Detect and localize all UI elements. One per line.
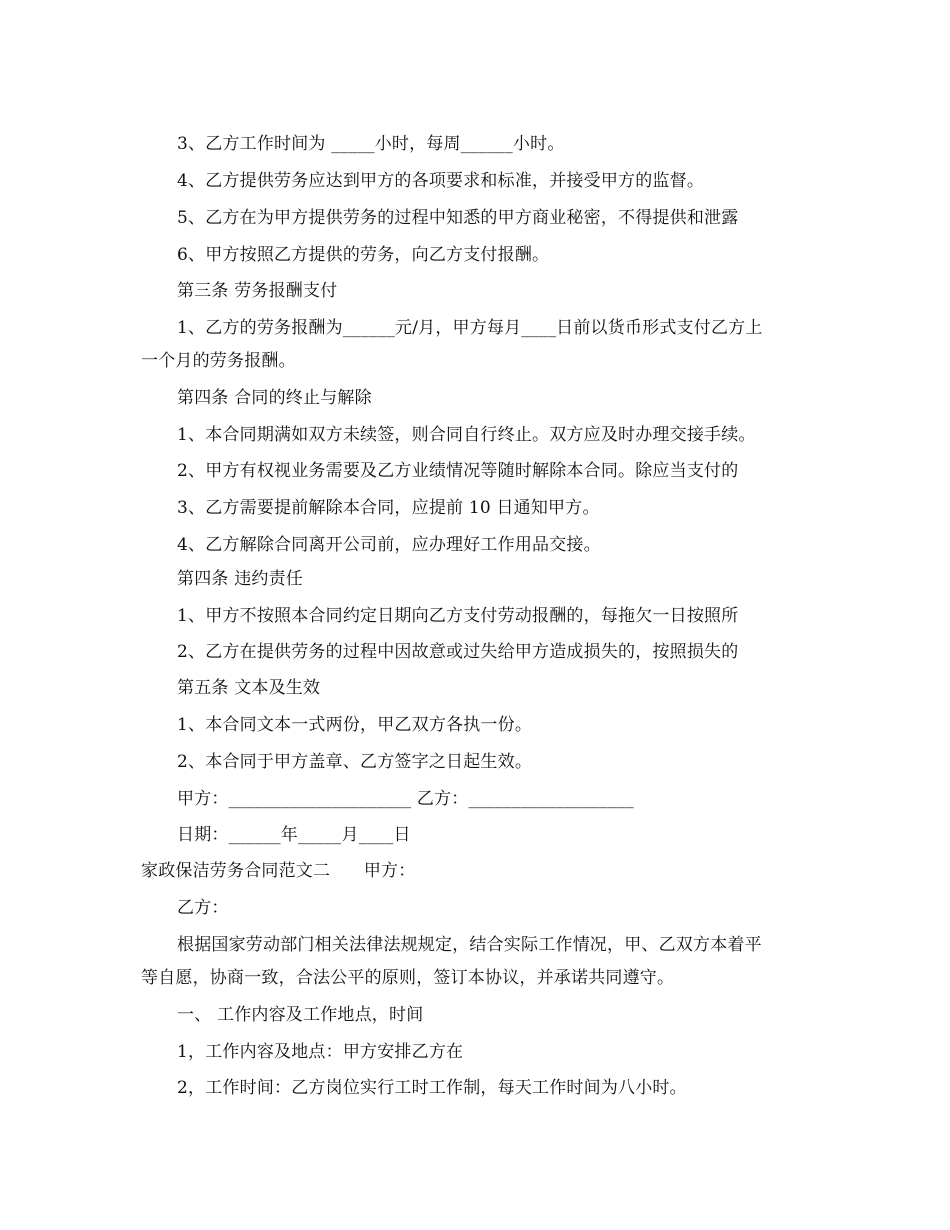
clause-handover: 4、乙方解除合同离开公司前，应办理好工作用品交接。 bbox=[177, 535, 601, 555]
clause-damages: 2、乙方在提供劳务的过程中因故意或过失给甲方造成损失的，按照损失的 bbox=[177, 642, 739, 662]
clause-work-location: 1，工作内容及地点：甲方安排乙方在 bbox=[177, 1042, 464, 1062]
clause-confidentiality: 5、乙方在为甲方提供劳务的过程中知悉的甲方商业秘密，不得提供和泄露 bbox=[177, 208, 739, 228]
clause-working-time: 2，工作时间：乙方岗位实行工时工作制，每天工作时间为八小时。 bbox=[177, 1078, 687, 1098]
clause-termination-by-a: 2、甲方有权视业务需要及乙方业绩情况等随时解除本合同。除应当支付的 bbox=[177, 461, 739, 481]
clause-remuneration: 1、乙方的劳务报酬为______元/月，甲方每月____日前以货币形式支付乙方上 bbox=[177, 318, 763, 338]
preamble-cont: 等自愿，协商一致，合法公平的原则，签订本协议，并承诺共同遵守。 bbox=[141, 968, 675, 988]
article-3-heading: 第三条 劳务报酬支付 bbox=[177, 281, 338, 301]
clause-service-standard: 4、乙方提供劳务应达到甲方的各项要求和标准，并接受甲方的监督。 bbox=[177, 171, 705, 191]
clause-effective: 2、本合同于甲方盖章、乙方签字之日起生效。 bbox=[177, 752, 533, 772]
sample-2-title: 家政保洁劳务合同范文二 甲方： bbox=[141, 861, 416, 881]
clause-payment-basis: 6、甲方按照乙方提供的劳务，向乙方支付报酬。 bbox=[177, 245, 550, 265]
clause-remuneration-cont: 一个月的劳务报酬。 bbox=[141, 351, 296, 371]
section-1-heading: 一、 工作内容及工作地点，时间 bbox=[177, 1005, 424, 1025]
signature-line: 甲方：_____________________ 乙方：___________________ bbox=[177, 789, 634, 809]
clause-late-payment: 1、甲方不按照本合同约定日期向乙方支付劳动报酬的，每拖欠一日按照所 bbox=[177, 606, 739, 626]
article-4-heading: 第四条 合同的终止与解除 bbox=[177, 388, 372, 408]
party-b-label: 乙方： bbox=[177, 898, 229, 918]
clause-work-hours: 3、乙方工作时间为 _____小时，每周______小时。 bbox=[177, 134, 565, 154]
clause-copies: 1、本合同文本一式两份，甲乙双方各执一份。 bbox=[177, 715, 533, 735]
clause-termination-by-b: 3、乙方需要提前解除本合同，应提前 10 日通知甲方。 bbox=[177, 498, 600, 518]
preamble: 根据国家劳动部门相关法律法规规定，结合实际工作情况，甲、乙双方本着平 bbox=[177, 935, 762, 955]
article-breach-heading: 第四条 违约责任 bbox=[177, 569, 304, 589]
article-5-heading: 第五条 文本及生效 bbox=[177, 678, 321, 698]
clause-expiry: 1、本合同期满如双方未续签，则合同自行终止。双方应及时办理交接手续。 bbox=[177, 425, 756, 445]
date-line: 日期：______年_____月____日 bbox=[177, 825, 411, 845]
